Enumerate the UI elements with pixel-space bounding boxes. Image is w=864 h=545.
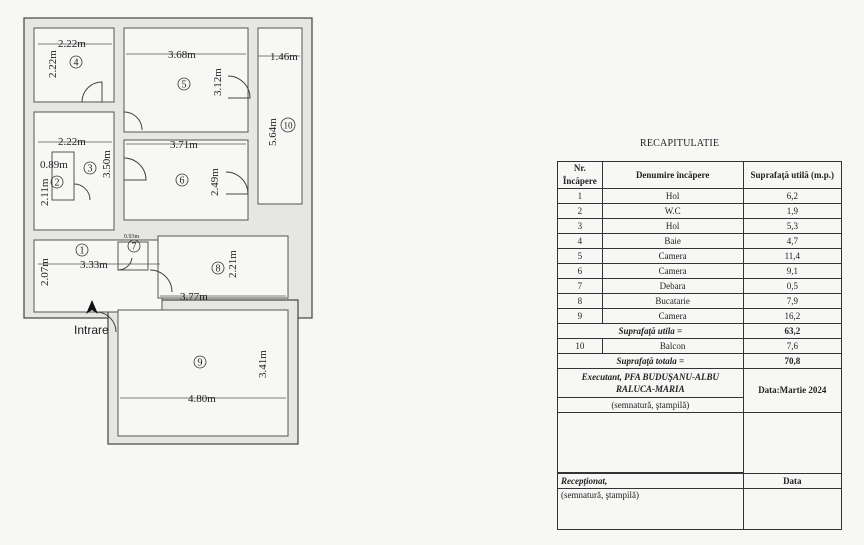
dim-label: 3.41m xyxy=(257,350,269,378)
header-name: Denumire încăpere xyxy=(602,162,743,189)
cell-name: Camera xyxy=(602,264,743,279)
cell-area: 1,9 xyxy=(743,204,841,219)
cell-area: 0,5 xyxy=(743,279,841,294)
signature-space-1 xyxy=(558,413,744,473)
header-area: Suprafaţă utilă (m.p.) xyxy=(743,162,841,189)
cell-name: Baie xyxy=(602,234,743,249)
room-8-area xyxy=(158,236,288,298)
dim-label: 2.11m xyxy=(39,178,51,206)
dim-label: 3.68m xyxy=(168,49,196,61)
table-row xyxy=(558,219,842,234)
svg-text:10: 10 xyxy=(283,120,293,131)
cell-name: Debara xyxy=(602,279,743,294)
executant-line-1: Executant, PFA BUDUŞANU-ALBU xyxy=(581,372,720,382)
dim-label: 2.49m xyxy=(209,168,221,196)
dim-label: 2.07m xyxy=(39,258,51,286)
dim-label: 5.64m xyxy=(267,118,279,146)
svg-text:9: 9 xyxy=(197,357,203,369)
cell-name: Balcon xyxy=(602,339,743,354)
recap-title: RECAPITULATIE xyxy=(640,138,720,149)
svg-text:6: 6 xyxy=(179,175,185,187)
cell-name: W.C xyxy=(602,204,743,219)
data-label: Data xyxy=(743,474,841,489)
table-row xyxy=(558,339,842,354)
cell-nr: 3 xyxy=(558,219,603,234)
cell-area: 6,2 xyxy=(743,189,841,204)
cell-nr: 2 xyxy=(558,204,603,219)
svg-text:3: 3 xyxy=(87,163,93,175)
table-row xyxy=(558,204,842,219)
executant-row xyxy=(558,369,842,398)
useful-area-value: 63,2 xyxy=(743,324,841,339)
table-row xyxy=(558,294,842,309)
useful-area-label: Suprafaţă utila = xyxy=(558,324,744,339)
table-header-row xyxy=(558,162,842,189)
entrance-label: Intrare xyxy=(74,323,109,337)
cell-name: Camera xyxy=(602,309,743,324)
svg-text:7: 7 xyxy=(131,241,137,253)
table-row xyxy=(558,234,842,249)
recap-table xyxy=(557,161,842,530)
dim-label: 4.80m xyxy=(188,393,216,405)
cell-nr: 1 xyxy=(558,189,603,204)
signature-space-row xyxy=(558,413,842,473)
cell-nr: 7 xyxy=(558,279,603,294)
cell-area: 7,9 xyxy=(743,294,841,309)
cell-area: 16,2 xyxy=(743,309,841,324)
signature-row-2 xyxy=(558,489,842,530)
svg-text:8: 8 xyxy=(215,263,221,275)
useful-area-row xyxy=(558,324,842,339)
svg-text:4: 4 xyxy=(73,57,79,69)
table-row xyxy=(558,279,842,294)
received-label: Recepţionat, xyxy=(558,474,744,489)
table-row xyxy=(558,264,842,279)
dim-label: 2.21m xyxy=(227,250,239,278)
cell-area: 5,3 xyxy=(743,219,841,234)
table-row xyxy=(558,309,842,324)
dim-label: 3.71m xyxy=(170,139,198,151)
cell-nr: 6 xyxy=(558,264,603,279)
cell-area: 9,1 xyxy=(743,264,841,279)
total-area-value: 70,8 xyxy=(743,354,841,369)
dim-label: 3.77m xyxy=(180,291,208,303)
executant-date-space xyxy=(743,413,841,474)
total-area-row xyxy=(558,354,842,369)
cell-nr: 9 xyxy=(558,309,603,324)
table-row xyxy=(558,189,842,204)
cell-nr: 10 xyxy=(558,339,603,354)
cell-area: 7,6 xyxy=(743,339,841,354)
executant-line-2: RALUCA-MARIA xyxy=(616,384,685,394)
dim-label: 3.33m xyxy=(80,259,108,271)
cell-nr: 8 xyxy=(558,294,603,309)
cell-area: 4,7 xyxy=(743,234,841,249)
total-area-label: Suprafaţă totala = xyxy=(558,354,744,369)
cell-nr: 4 xyxy=(558,234,603,249)
signature-stamp-1: (semnatură, ştampilă) xyxy=(558,398,744,413)
dim-label: 3.50m xyxy=(101,150,113,178)
header-nr: Nr. Încăpere xyxy=(558,162,603,189)
dim-label: 2.22m xyxy=(58,136,86,148)
dim-label: 2.22m xyxy=(47,50,59,78)
dim-label: 0.89m xyxy=(40,159,68,171)
svg-text:2: 2 xyxy=(54,177,60,189)
cell-area: 11,4 xyxy=(743,249,841,264)
cell-name: Hol xyxy=(602,219,743,234)
cell-name: Bucatarie xyxy=(602,294,743,309)
dim-label: 2.22m xyxy=(58,38,86,50)
svg-text:1: 1 xyxy=(79,245,85,257)
date-cell: Data:Martie 2024 xyxy=(743,369,841,413)
svg-text:5: 5 xyxy=(181,79,187,91)
cell-name: Hol xyxy=(602,189,743,204)
cell-nr: 5 xyxy=(558,249,603,264)
signature-stamp-2: (semnatură, ştampilă) xyxy=(558,489,744,530)
received-row xyxy=(558,474,842,489)
cell-name: Camera xyxy=(602,249,743,264)
dim-label: 3.12m xyxy=(212,68,224,96)
received-date-space xyxy=(743,489,841,530)
table-row xyxy=(558,249,842,264)
dim-label: 0.93m xyxy=(124,234,140,240)
dim-label: 1.46m xyxy=(270,51,298,63)
